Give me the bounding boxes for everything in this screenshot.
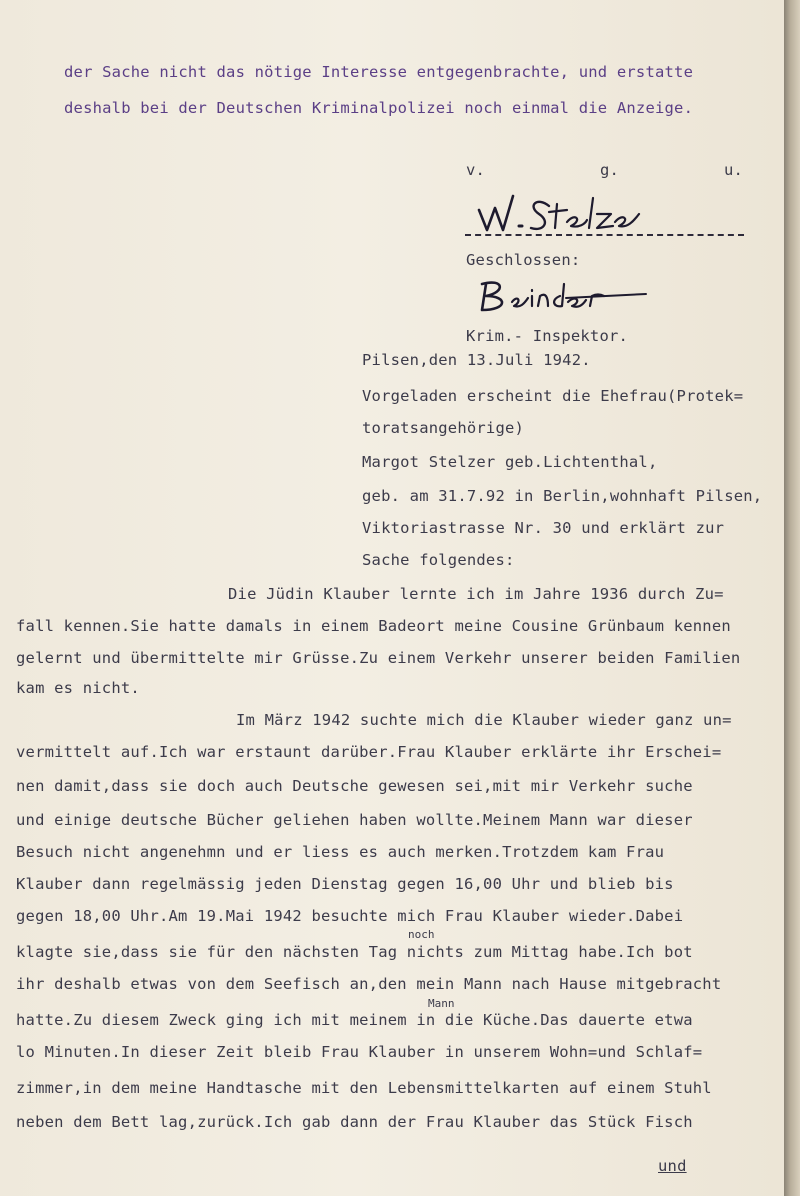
catchword: und [658, 1157, 687, 1175]
para2-line: ihr deshalb etwas von dem Seefisch an,den mein Mann nach Hause mitgebracht [16, 975, 722, 993]
closing-v: v. [466, 161, 486, 179]
para2-line: hatte.Zu diesem Zweck ging ich mit meinem in die Küche.Das dauerte etwa [16, 1011, 693, 1029]
para1-line: Die Jüdin Klauber lernte ich im Jahre 1936 durch Zu= [228, 585, 724, 603]
header-line: Pilsen,den 13.Juli 1942. [362, 351, 591, 369]
para2-line: nen damit,dass sie doch auch Deutsche gewesen sei,mit mir Verkehr suche [16, 777, 693, 795]
paper-edge [784, 0, 800, 1196]
para2-line: zimmer,in dem meine Handtasche mit den Lebensmittelkarten auf einem Stuhl [16, 1079, 712, 1097]
header-line: toratsangehörige) [362, 419, 525, 437]
header-line: Margot Stelzer geb.Lichtenthal, [362, 453, 658, 471]
text-line: deshalb bei der Deutschen Kriminalpolizei noch einmal die Anzeige. [64, 99, 694, 117]
closing-g: g. [600, 161, 620, 179]
closing-u: u. [724, 161, 744, 179]
para2-line: klagte sie,dass sie für den nächsten Tag nichts zum Mittag habe.Ich bot [16, 943, 693, 961]
signature-stelzer [475, 190, 645, 234]
para2-line: Klauber dann regelmässig jeden Dienstag gegen 16,00 Uhr und blieb bis [16, 875, 674, 893]
para2-line: lo Minuten.In dieser Zeit bleib Frau Klauber in unserem Wohn=und Schlaf= [16, 1043, 703, 1061]
para2-line: gegen 18,00 Uhr.Am 19.Mai 1942 besuchte mich Frau Klauber wieder.Dabei [16, 907, 684, 925]
insert-mann: Mann [428, 997, 455, 1010]
signature-line [465, 234, 744, 236]
geschlossen-label: Geschlossen: [466, 251, 581, 269]
text-line: der Sache nicht das nötige Interesse entgegenbrachte, und erstatte [64, 63, 694, 81]
para2-line: und einige deutsche Bücher geliehen haben wollte.Meinem Mann war dieser [16, 811, 693, 829]
para2-line: vermittelt auf.Ich war erstaunt darüber.Frau Klauber erklärte ihr Erschei= [16, 743, 722, 761]
rank-label: Krim.- Inspektor. [466, 327, 629, 345]
para1-line: fall kennen.Sie hatte damals in einem Badeort meine Cousine Grünbaum kennen [16, 617, 731, 635]
header-line: Viktoriastrasse Nr. 30 und erklärt zur [362, 519, 725, 537]
para2-line: neben dem Bett lag,zurück.Ich gab dann der Frau Klauber das Stück Fisch [16, 1113, 693, 1131]
para2-line: Im März 1942 suchte mich die Klauber wieder ganz un= [236, 711, 732, 729]
signature-beinder [476, 276, 656, 318]
header-line: Sache folgendes: [362, 551, 515, 569]
header-line: Vorgeladen erscheint die Ehefrau(Protek= [362, 387, 744, 405]
para1-line: gelernt und übermittelte mir Grüsse.Zu einem Verkehr unserer beiden Familien [16, 649, 741, 667]
para2-line: Besuch nicht angenehmn und er liess es auch merken.Trotzdem kam Frau [16, 843, 665, 861]
insert-noch: noch [408, 928, 435, 941]
header-line: geb. am 31.7.92 in Berlin,wohnhaft Pilsen, [362, 487, 763, 505]
para1-line: kam es nicht. [16, 679, 140, 697]
